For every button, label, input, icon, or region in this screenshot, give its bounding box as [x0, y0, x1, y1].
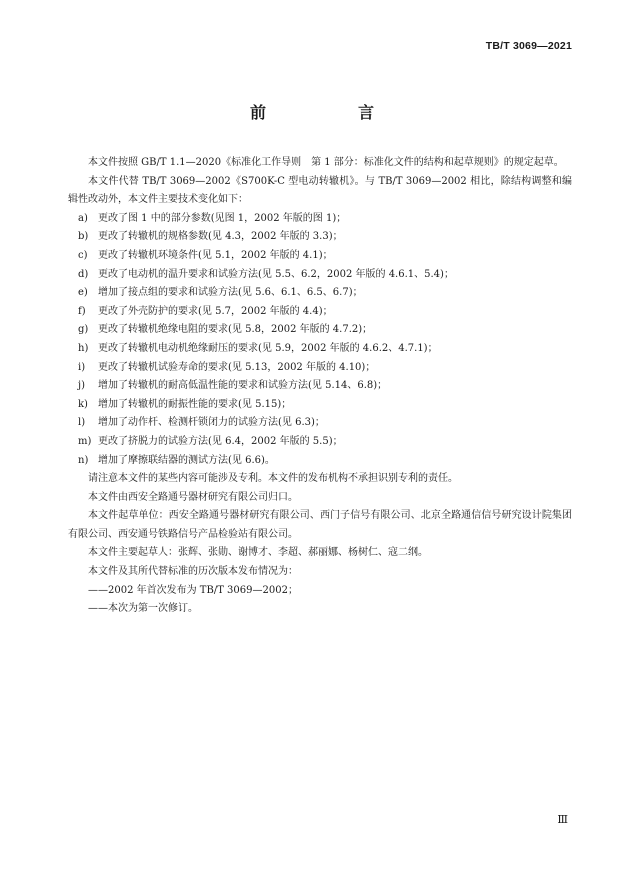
list-item: [68, 303, 572, 322]
list-item: [68, 359, 572, 378]
list-item: [68, 452, 572, 471]
item-label: g): [78, 324, 89, 336]
item-text: 更改了转辙机环境条件(见 5.1，2002 年版的 4.1)；: [98, 249, 333, 261]
history-item: ——2002 年首次发布为 TB/T 3069—2002；: [88, 584, 298, 596]
item-label: j): [78, 380, 86, 392]
list-item: [68, 377, 572, 396]
item-text: 更改了外壳防护的要求(见 5.7，2002 年版的 4.4)；: [98, 305, 333, 317]
item-text: 更改了转辙机绝缘电阻的要求(见 5.8，2002 年版的 4.7.2)；: [98, 324, 373, 336]
item-text: 增加了动作杆、检测杆锁闭力的试验方法(见 6.3)；: [98, 417, 325, 429]
intro-paragraph: 本文件按照 GB/T 1.1—2020《标准化工作导则 第 1 部分：标准化文件的结构和起草规则》的规定起草。: [88, 157, 564, 168]
list-item: [68, 433, 572, 452]
standard-code: TB/T 3069—2021: [485, 40, 572, 52]
intro-paragraph: 本文件代替 TB/T 3069—2002《S700K-C 型电动转辙机》。与 TB/T 3069—2002 相比，除结构调整和编辑性改动外，本文件主要技术变化如下：: [68, 175, 572, 206]
history-intro: 本文件及其所代替标准的历次版本发布情况为：: [88, 566, 298, 578]
page-title: 前 言: [249, 103, 412, 122]
item-text: 增加了摩擦联结器的测试方法(见 6.6)。: [98, 454, 275, 466]
item-label: h): [78, 342, 89, 354]
list-item: [68, 321, 572, 340]
item-label: a): [78, 212, 88, 224]
item-text: 更改了转辙机试验寿命的要求(见 5.13，2002 年版的 4.10)；: [98, 361, 376, 373]
item-label: d): [78, 268, 89, 280]
changes-list: [68, 210, 572, 470]
list-item: [68, 210, 572, 229]
item-text: 增加了转辙机的耐振性能的要求(见 5.15)；: [98, 398, 292, 410]
list-item: [68, 340, 572, 359]
drafting-units-note: 本文件起草单位：西安全路通号器材研究有限公司、西门子信号有限公司、北京全路通信信号研究设计院集团有限公司、西安通号铁路信号产品检验站有限公司。: [68, 510, 572, 540]
list-item: [68, 247, 572, 266]
list-item: [68, 414, 572, 433]
item-text: 更改了转辙机的规格参数(见 4.3，2002 年版的 3.3)；: [98, 231, 343, 243]
centralized-unit-note: 本文件由西安全路通号器材研究有限公司归口。: [88, 491, 298, 503]
drafters-note: 本文件主要起草人：张辉、张勋、谢博才、李超、郝丽娜、杨树仁、寇二纲。: [88, 547, 428, 559]
item-text: 增加了接点组的要求和试验方法(见 5.6、6.1、6.5、6.7)；: [98, 287, 363, 299]
item-label: l): [78, 417, 86, 429]
list-item: [68, 284, 572, 303]
item-label: f): [78, 305, 86, 317]
item-label: k): [78, 398, 88, 410]
item-label: m): [78, 435, 92, 447]
item-label: e): [78, 287, 88, 299]
item-label: c): [78, 249, 88, 261]
list-item: [68, 266, 572, 285]
item-label: n): [78, 454, 89, 466]
document-body: [68, 154, 572, 619]
item-text: 更改了挤脱力的试验方法(见 6.4，2002 年版的 5.5)；: [98, 435, 343, 447]
patent-note: 请注意本文件的某些内容可能涉及专利。本文件的发布机构不承担识别专利的责任。: [88, 473, 458, 485]
history-item: ——本次为第一次修订。: [88, 603, 198, 615]
page-number: Ⅲ: [557, 813, 568, 826]
list-item: [68, 228, 572, 247]
item-text: 更改了电动机的温升要求和试验方法(见 5.5、6.2，2002 年版的 4.6.1、5.4)；: [98, 268, 454, 280]
item-text: 更改了转辙机电动机绝缘耐压的要求(见 5.9，2002 年版的 4.6.2、4.7.1)；: [98, 342, 438, 354]
item-text: 增加了转辙机的耐高低温性能的要求和试验方法(见 5.14、6.8)；: [98, 380, 388, 392]
item-label: i): [78, 361, 86, 373]
item-label: b): [78, 231, 89, 243]
list-item: [68, 396, 572, 415]
item-text: 更改了图 1 中的部分参数(见图 1，2002 年版的图 1)；: [98, 212, 347, 224]
